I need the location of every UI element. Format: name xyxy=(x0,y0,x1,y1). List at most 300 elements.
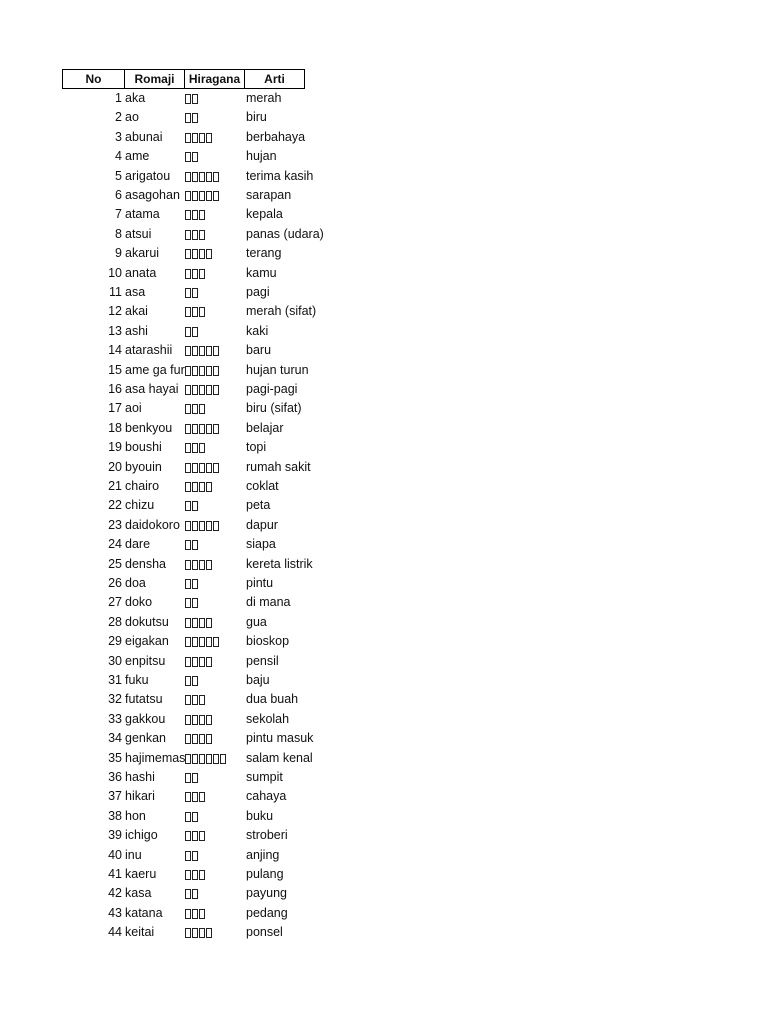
missing-glyph-icon xyxy=(185,909,191,919)
arti-cell: pensil xyxy=(246,653,279,668)
row-number: 22 xyxy=(108,498,122,513)
hiragana-cell xyxy=(185,613,245,632)
table-row xyxy=(0,186,768,205)
romaji-cell: atarashii xyxy=(125,343,173,358)
missing-glyph-icon xyxy=(192,210,198,220)
romaji-cell: futatsu xyxy=(125,692,163,707)
hiragana-cell xyxy=(185,516,245,535)
arti-cell: kereta listrik xyxy=(246,556,313,571)
arti-cell: pedang xyxy=(246,905,288,920)
missing-glyph-icon xyxy=(199,249,205,259)
missing-glyph-icon xyxy=(213,521,219,531)
arti-cell: salam kenal xyxy=(246,750,313,765)
arti-cell: biru xyxy=(246,110,267,125)
arti-cell: merah (sifat) xyxy=(246,304,317,319)
hiragana-cell xyxy=(185,884,245,903)
missing-glyph-icon xyxy=(192,113,198,123)
row-number: 11 xyxy=(109,285,122,299)
missing-glyph-icon xyxy=(192,346,198,356)
missing-glyph-icon xyxy=(199,404,205,414)
missing-glyph-icon xyxy=(185,366,191,376)
missing-glyph-icon xyxy=(206,734,212,744)
romaji-cell: enpitsu xyxy=(125,653,166,668)
table-row xyxy=(0,710,768,729)
missing-glyph-icon xyxy=(185,618,191,628)
missing-glyph-icon xyxy=(185,579,191,589)
romaji-cell: atsui xyxy=(125,226,152,241)
row-number: 40 xyxy=(108,847,122,862)
row-number: 23 xyxy=(108,517,122,532)
missing-glyph-icon xyxy=(199,560,205,570)
missing-glyph-icon xyxy=(192,889,198,899)
missing-glyph-icon xyxy=(192,657,198,667)
arti-cell: terima kasih xyxy=(246,168,314,183)
missing-glyph-icon xyxy=(192,94,198,104)
romaji-cell: asa hayai xyxy=(125,382,179,396)
missing-glyph-icon xyxy=(192,307,198,317)
row-number: 13 xyxy=(108,323,122,338)
missing-glyph-icon xyxy=(206,715,212,725)
table-row xyxy=(0,884,768,903)
arti-cell: ponsel xyxy=(246,925,283,940)
hiragana-cell xyxy=(185,865,245,884)
missing-glyph-icon xyxy=(206,172,212,182)
table-row xyxy=(0,341,768,360)
missing-glyph-icon xyxy=(192,172,198,182)
table-row xyxy=(0,438,768,457)
hiragana-cell xyxy=(185,302,245,321)
row-number: 26 xyxy=(108,576,122,590)
table-row xyxy=(0,89,768,108)
missing-glyph-icon xyxy=(206,521,212,531)
arti-cell: hujan xyxy=(246,149,277,164)
arti-cell: pagi-pagi xyxy=(246,382,298,396)
missing-glyph-icon xyxy=(192,288,198,298)
missing-glyph-icon xyxy=(185,754,191,764)
romaji-cell: aka xyxy=(125,91,146,105)
arti-cell: gua xyxy=(246,614,267,629)
missing-glyph-icon xyxy=(206,249,212,259)
hiragana-cell xyxy=(185,341,245,360)
romaji-cell: ame ga fur xyxy=(125,362,185,377)
missing-glyph-icon xyxy=(192,851,198,861)
hiragana-cell xyxy=(185,671,245,690)
missing-glyph-icon xyxy=(220,754,226,764)
missing-glyph-icon xyxy=(192,715,198,725)
arti-cell: sekolah xyxy=(246,711,290,726)
row-number: 17 xyxy=(108,401,122,416)
hiragana-cell xyxy=(185,574,245,593)
hiragana-cell xyxy=(185,147,245,166)
hiragana-cell xyxy=(185,923,245,942)
missing-glyph-icon xyxy=(213,754,219,764)
missing-glyph-icon xyxy=(185,676,191,686)
romaji-cell: kaeru xyxy=(125,867,157,881)
romaji-cell: akarui xyxy=(125,246,160,261)
arti-cell: anjing xyxy=(246,847,280,862)
missing-glyph-icon xyxy=(192,249,198,259)
row-number: 42 xyxy=(108,886,122,901)
table-row xyxy=(0,826,768,845)
row-number: 21 xyxy=(108,479,122,493)
missing-glyph-icon xyxy=(185,443,191,453)
table-row xyxy=(0,865,768,884)
missing-glyph-icon xyxy=(185,288,191,298)
missing-glyph-icon xyxy=(199,385,205,395)
missing-glyph-icon xyxy=(185,172,191,182)
table-row xyxy=(0,380,768,399)
hiragana-cell xyxy=(185,652,245,671)
missing-glyph-icon xyxy=(199,734,205,744)
row-number: 24 xyxy=(108,537,122,552)
hiragana-cell xyxy=(185,729,245,748)
missing-glyph-icon xyxy=(199,463,205,473)
row-number: 29 xyxy=(108,634,122,649)
row-number: 19 xyxy=(108,440,122,455)
missing-glyph-icon xyxy=(185,191,191,201)
arti-cell: topi xyxy=(246,440,267,455)
row-number: 6 xyxy=(115,188,122,202)
missing-glyph-icon xyxy=(192,521,198,531)
missing-glyph-icon xyxy=(199,191,205,201)
romaji-cell: chizu xyxy=(125,498,155,513)
missing-glyph-icon xyxy=(185,521,191,531)
table-row xyxy=(0,147,768,166)
missing-glyph-icon xyxy=(185,501,191,511)
table-row xyxy=(0,593,768,612)
missing-glyph-icon xyxy=(192,501,198,511)
missing-glyph-icon xyxy=(199,482,205,492)
missing-glyph-icon xyxy=(213,424,219,434)
missing-glyph-icon xyxy=(199,230,205,240)
row-number: 2 xyxy=(115,110,122,125)
hiragana-cell xyxy=(185,264,245,283)
row-number: 4 xyxy=(115,149,122,164)
missing-glyph-icon xyxy=(192,443,198,453)
arti-cell: kamu xyxy=(246,265,277,280)
missing-glyph-icon xyxy=(185,307,191,317)
row-number: 36 xyxy=(108,770,122,784)
romaji-cell: asagohan xyxy=(125,188,180,202)
romaji-cell: ichigo xyxy=(125,828,158,843)
table-row xyxy=(0,516,768,535)
arti-cell: belajar xyxy=(246,420,284,435)
missing-glyph-icon xyxy=(213,463,219,473)
missing-glyph-icon xyxy=(206,637,212,647)
missing-glyph-icon xyxy=(185,94,191,104)
romaji-cell: hashi xyxy=(125,770,155,784)
table-row xyxy=(0,302,768,321)
arti-cell: peta xyxy=(246,498,271,513)
arti-cell: payung xyxy=(246,886,288,901)
missing-glyph-icon xyxy=(185,463,191,473)
missing-glyph-icon xyxy=(185,773,191,783)
table-row xyxy=(0,225,768,244)
missing-glyph-icon xyxy=(185,870,191,880)
missing-glyph-icon xyxy=(206,463,212,473)
header-no: No xyxy=(62,69,125,89)
table-row xyxy=(0,535,768,554)
missing-glyph-icon xyxy=(185,133,191,143)
arti-cell: panas (udara) xyxy=(246,226,324,241)
hiragana-cell xyxy=(185,225,245,244)
table-row xyxy=(0,399,768,418)
missing-glyph-icon xyxy=(199,695,205,705)
missing-glyph-icon xyxy=(185,230,191,240)
missing-glyph-icon xyxy=(192,540,198,550)
arti-cell: bioskop xyxy=(246,634,290,649)
arti-cell: biru (sifat) xyxy=(246,401,302,416)
missing-glyph-icon xyxy=(185,385,191,395)
romaji-cell: hajimemas xyxy=(125,750,185,765)
row-number: 20 xyxy=(108,459,122,474)
missing-glyph-icon xyxy=(192,792,198,802)
hiragana-cell xyxy=(185,632,245,651)
romaji-cell: byouin xyxy=(125,459,162,474)
missing-glyph-icon xyxy=(192,579,198,589)
missing-glyph-icon xyxy=(185,695,191,705)
romaji-cell: boushi xyxy=(125,440,162,455)
missing-glyph-icon xyxy=(213,637,219,647)
missing-glyph-icon xyxy=(185,482,191,492)
table-row xyxy=(0,128,768,147)
table-row xyxy=(0,690,768,709)
hiragana-cell xyxy=(185,458,245,477)
missing-glyph-icon xyxy=(185,792,191,802)
arti-cell: pintu xyxy=(246,576,274,590)
missing-glyph-icon xyxy=(199,366,205,376)
table-row xyxy=(0,496,768,515)
romaji-cell: eigakan xyxy=(125,634,169,649)
table-row xyxy=(0,632,768,651)
missing-glyph-icon xyxy=(185,928,191,938)
row-number: 27 xyxy=(108,595,122,610)
table-row xyxy=(0,264,768,283)
row-number: 31 xyxy=(108,673,122,687)
missing-glyph-icon xyxy=(199,424,205,434)
missing-glyph-icon xyxy=(192,734,198,744)
missing-glyph-icon xyxy=(199,715,205,725)
arti-cell: pulang xyxy=(246,867,284,881)
table-row xyxy=(0,613,768,632)
hiragana-cell xyxy=(185,710,245,729)
romaji-cell: akai xyxy=(125,304,148,319)
row-number: 34 xyxy=(108,731,122,746)
missing-glyph-icon xyxy=(192,560,198,570)
romaji-cell: doa xyxy=(125,576,146,590)
row-number: 30 xyxy=(108,653,122,668)
table-row xyxy=(0,846,768,865)
table-row xyxy=(0,671,768,690)
hiragana-cell xyxy=(185,477,245,496)
romaji-cell: asa xyxy=(125,285,146,299)
missing-glyph-icon xyxy=(206,657,212,667)
romaji-cell: densha xyxy=(125,556,167,571)
arti-cell: dapur xyxy=(246,517,278,532)
missing-glyph-icon xyxy=(192,269,198,279)
table-row xyxy=(0,555,768,574)
table-row xyxy=(0,167,768,186)
hiragana-cell xyxy=(185,690,245,709)
missing-glyph-icon xyxy=(185,404,191,414)
hiragana-cell xyxy=(185,380,245,399)
missing-glyph-icon xyxy=(185,598,191,608)
table-row xyxy=(0,923,768,942)
arti-cell: cahaya xyxy=(246,789,287,804)
missing-glyph-icon xyxy=(185,327,191,337)
missing-glyph-icon xyxy=(213,366,219,376)
missing-glyph-icon xyxy=(185,657,191,667)
missing-glyph-icon xyxy=(206,618,212,628)
romaji-cell: arigatou xyxy=(125,168,171,183)
missing-glyph-icon xyxy=(192,812,198,822)
row-number: 5 xyxy=(115,168,122,183)
missing-glyph-icon xyxy=(192,618,198,628)
missing-glyph-icon xyxy=(199,909,205,919)
table-row xyxy=(0,904,768,923)
missing-glyph-icon xyxy=(192,870,198,880)
missing-glyph-icon xyxy=(213,172,219,182)
romaji-cell: hikari xyxy=(125,789,155,804)
missing-glyph-icon xyxy=(185,269,191,279)
hiragana-cell xyxy=(185,438,245,457)
romaji-cell: benkyou xyxy=(125,420,173,435)
missing-glyph-icon xyxy=(206,754,212,764)
missing-glyph-icon xyxy=(213,346,219,356)
row-number: 1 xyxy=(115,91,122,105)
row-number: 33 xyxy=(108,711,122,726)
missing-glyph-icon xyxy=(185,831,191,841)
missing-glyph-icon xyxy=(192,909,198,919)
romaji-cell: aoi xyxy=(125,401,142,416)
missing-glyph-icon xyxy=(185,715,191,725)
missing-glyph-icon xyxy=(192,676,198,686)
missing-glyph-icon xyxy=(185,346,191,356)
table-row xyxy=(0,283,768,302)
arti-cell: dua buah xyxy=(246,692,299,707)
hiragana-cell xyxy=(185,361,245,380)
arti-cell: stroberi xyxy=(246,828,288,843)
arti-cell: coklat xyxy=(246,479,279,493)
romaji-cell: genkan xyxy=(125,731,167,746)
romaji-cell: hon xyxy=(125,808,146,823)
missing-glyph-icon xyxy=(192,598,198,608)
missing-glyph-icon xyxy=(206,928,212,938)
table-row xyxy=(0,205,768,224)
missing-glyph-icon xyxy=(192,424,198,434)
arti-cell: pagi xyxy=(246,285,270,299)
header-arti: Arti xyxy=(245,69,305,89)
row-number: 32 xyxy=(108,692,122,707)
missing-glyph-icon xyxy=(199,346,205,356)
arti-cell: merah xyxy=(246,91,282,105)
missing-glyph-icon xyxy=(213,191,219,201)
hiragana-cell xyxy=(185,108,245,127)
missing-glyph-icon xyxy=(192,404,198,414)
missing-glyph-icon xyxy=(185,424,191,434)
arti-cell: di mana xyxy=(246,595,291,610)
missing-glyph-icon xyxy=(199,307,205,317)
romaji-cell: dare xyxy=(125,537,151,552)
hiragana-cell xyxy=(185,322,245,341)
row-number: 43 xyxy=(108,905,122,920)
row-number: 14 xyxy=(108,343,122,358)
missing-glyph-icon xyxy=(185,812,191,822)
missing-glyph-icon xyxy=(185,540,191,550)
missing-glyph-icon xyxy=(206,366,212,376)
arti-cell: pintu masuk xyxy=(246,731,314,746)
missing-glyph-icon xyxy=(199,870,205,880)
hiragana-cell xyxy=(185,807,245,826)
hiragana-cell xyxy=(185,826,245,845)
romaji-cell: anata xyxy=(125,265,157,280)
missing-glyph-icon xyxy=(192,230,198,240)
missing-glyph-icon xyxy=(192,385,198,395)
row-number: 7 xyxy=(115,207,122,222)
row-number: 41 xyxy=(108,867,122,881)
romaji-cell: atama xyxy=(125,207,160,222)
missing-glyph-icon xyxy=(185,637,191,647)
row-number: 37 xyxy=(108,789,122,804)
missing-glyph-icon xyxy=(192,928,198,938)
missing-glyph-icon xyxy=(192,191,198,201)
hiragana-cell xyxy=(185,205,245,224)
missing-glyph-icon xyxy=(192,831,198,841)
missing-glyph-icon xyxy=(199,637,205,647)
table-row xyxy=(0,458,768,477)
table-row xyxy=(0,244,768,263)
romaji-cell: chairo xyxy=(125,479,160,493)
table-row xyxy=(0,729,768,748)
arti-cell: baru xyxy=(246,343,272,358)
arti-cell: hujan turun xyxy=(246,362,309,377)
missing-glyph-icon xyxy=(185,210,191,220)
missing-glyph-icon xyxy=(192,773,198,783)
row-number: 44 xyxy=(108,925,122,940)
row-number: 28 xyxy=(108,614,122,629)
missing-glyph-icon xyxy=(199,792,205,802)
arti-cell: sumpit xyxy=(246,770,283,784)
missing-glyph-icon xyxy=(199,172,205,182)
missing-glyph-icon xyxy=(185,152,191,162)
hiragana-cell xyxy=(185,186,245,205)
row-number: 12 xyxy=(108,304,122,319)
hiragana-cell xyxy=(185,89,245,108)
romaji-cell: inu xyxy=(125,847,142,862)
missing-glyph-icon xyxy=(199,657,205,667)
romaji-cell: ashi xyxy=(125,323,148,338)
arti-cell: baju xyxy=(246,673,270,687)
hiragana-cell xyxy=(185,555,245,574)
missing-glyph-icon xyxy=(192,463,198,473)
romaji-cell: katana xyxy=(125,905,163,920)
row-number: 25 xyxy=(108,556,122,571)
arti-cell: kaki xyxy=(246,323,269,338)
missing-glyph-icon xyxy=(192,637,198,647)
table-row xyxy=(0,419,768,438)
table-row xyxy=(0,361,768,380)
arti-cell: kepala xyxy=(246,207,283,222)
table-row xyxy=(0,108,768,127)
arti-cell: terang xyxy=(246,246,282,261)
row-number: 10 xyxy=(108,265,122,280)
hiragana-cell xyxy=(185,768,245,787)
missing-glyph-icon xyxy=(206,133,212,143)
hiragana-cell xyxy=(185,749,245,768)
missing-glyph-icon xyxy=(192,754,198,764)
missing-glyph-icon xyxy=(206,346,212,356)
missing-glyph-icon xyxy=(185,889,191,899)
